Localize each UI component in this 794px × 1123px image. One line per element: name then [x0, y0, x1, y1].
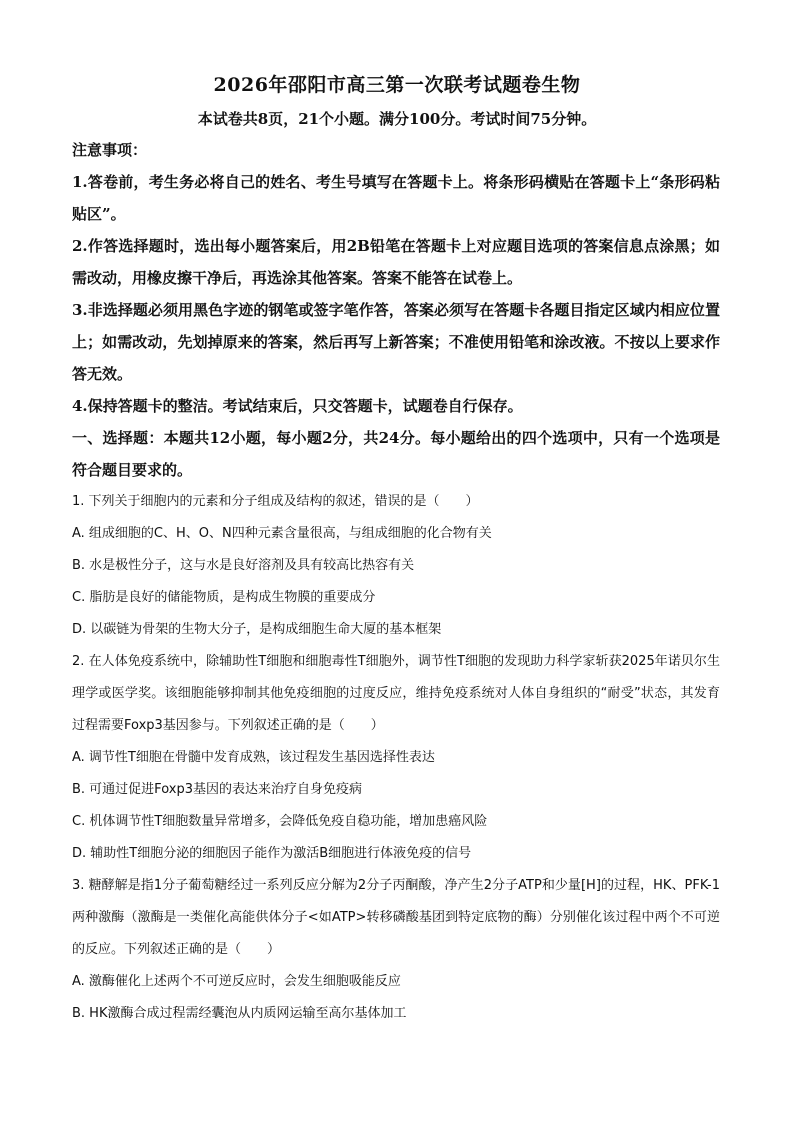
- question-stem: 2. 在人体免疫系统中，除辅助性T细胞和细胞毒性T细胞外，调节性T细胞的发现助力科学家斩获2025年诺贝尔生理学或医学奖。该细胞能够抑制其他免疫细胞的过度反应，维持免疫系统对人体自身组织的“耐受”状态，其发育过程需要Foxp3基因参与。下列叙述正确的是（ ）: [72, 654, 720, 733]
- exam-subtitle: 本试卷共8页，21个小题。满分100分。考试时间75分钟。: [197, 110, 597, 128]
- question-3: [72, 870, 720, 1030]
- option-a: A. 激酶催化上述两个不可逆反应时，会发生细胞吸能反应: [72, 974, 401, 989]
- option-c: C. 脂肪是良好的储能物质，是构成生物膜的重要成分: [72, 590, 376, 605]
- option-c: C. 机体调节性T细胞数量异常增多，会降低免疫自稳功能，增加患癌风险: [72, 814, 488, 829]
- option-b: B. HK激酶合成过程需经囊泡从内质网运输至高尔基体加工: [72, 1006, 407, 1021]
- exam-body: [72, 138, 720, 1030]
- notice-item-1: 1.答卷前，考生务必将自己的姓名、考生号填写在答题卡上。将条形码横贴在答题卡上“条形码粘贴区”。: [72, 173, 720, 223]
- option-b: B. 水是极性分子，这与水是良好溶剂及具有较高比热容有关: [72, 558, 415, 573]
- question-stem: 1. 下列关于细胞内的元素和分子组成及结构的叙述，错误的是（ ）: [72, 494, 479, 509]
- notice-heading: 注意事项：: [72, 141, 148, 159]
- notice-item-4: 4.保持答题卡的整洁。考试结束后，只交答题卡，试题卷自行保存。: [72, 397, 523, 415]
- option-b: B. 可通过促进Foxp3基因的表达来治疗自身免疫病: [72, 782, 362, 797]
- option-d: D. 以碳链为骨架的生物大分子，是构成细胞生命大厦的基本框架: [72, 622, 442, 637]
- option-a: A. 调节性T细胞在骨髓中发育成熟，该过程发生基因选择性表达: [72, 750, 435, 765]
- option-a: A. 组成细胞的C、H、O、N四种元素含量很高，与组成细胞的化合物有关: [72, 526, 492, 541]
- notice-item-2: 2.作答选择题时，选出每小题答案后，用2B铅笔在答题卡上对应题目选项的答案信息点涂黑；如需改动，用橡皮擦干净后，再选涂其他答案。答案不能答在试卷上。: [72, 237, 720, 287]
- question-1: [72, 486, 720, 646]
- exam-title: 2026年邵阳市高三第一次联考试题卷生物: [213, 74, 581, 96]
- section-heading: 一、选择题：本题共12小题，每小题2分，共24分。每小题给出的四个选项中，只有一个选项是符合题目要求的。: [72, 429, 720, 479]
- question-stem: 3. 糖酵解是指1分子葡萄糖经过一系列反应分解为2分子丙酮酸，净产生2分子ATP和少量[H]的过程，HK、PFK-1两种激酶（激酶是一类催化高能供体分子<如ATP>转移磷酸基团到特定底物的酶）分别催化该过程中两个不可逆的反应。下列叙述正确的是（ ）: [72, 878, 720, 957]
- option-d: D. 辅助性T细胞分泌的细胞因子能作为激活B细胞进行体液免疫的信号: [72, 846, 472, 861]
- notice-item-3: 3.非选择题必须用黑色字迹的钢笔或签字笔作答，答案必须写在答题卡各题目指定区域内相应位置上；如需改动，先划掉原来的答案，然后再写上新答案；不准使用铅笔和涂改液。不按以上要求作答无效。: [72, 301, 720, 383]
- question-2: [72, 646, 720, 870]
